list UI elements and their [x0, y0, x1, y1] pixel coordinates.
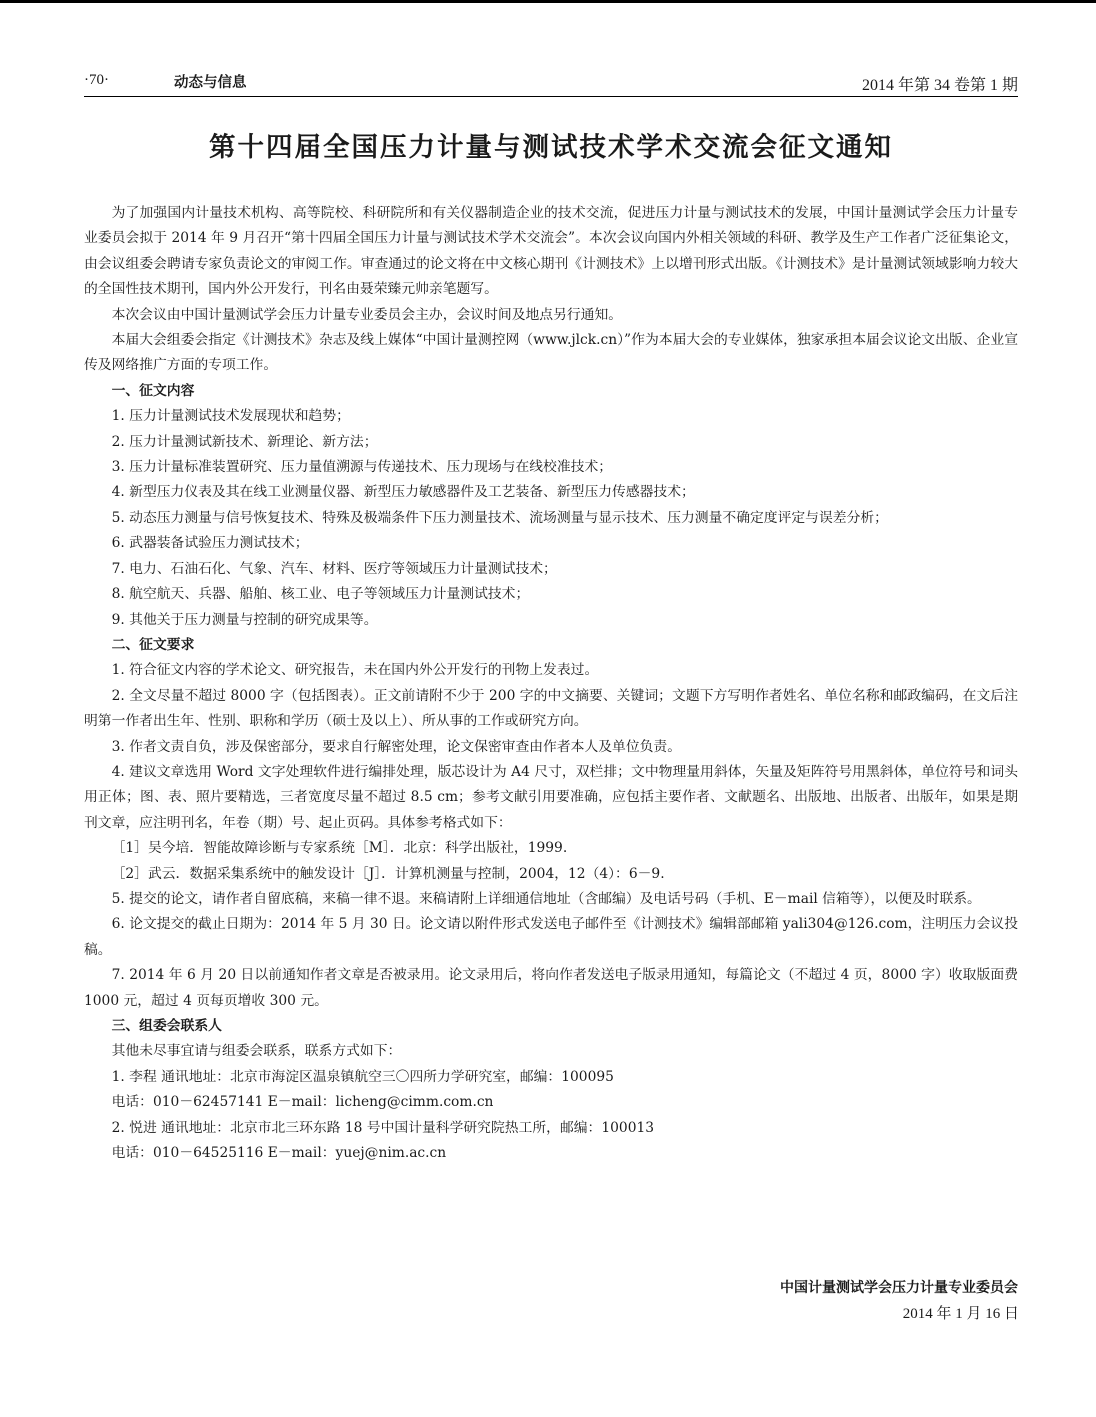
list-item: 4. 新型压力仪表及其在线工业测量仪器、新型压力敏感器件及工艺装备、新型压力传感器技术；	[111, 484, 695, 501]
intro-paragraph: 本次会议由中国计量测试学会压力计量专业委员会主办，会议时间及地点另行通知。	[111, 306, 623, 323]
reference-example: ［1］吴今培．智能故障诊断与专家系统［M］．北京：科学出版社，1999.	[111, 840, 568, 857]
list-item: 6. 武器装备试验压力测试技术；	[111, 535, 309, 552]
list-item: 7. 2014 年 6 月 20 日以前通知作者文章是否被录用。论文录用后，将向作者发送电子版录用通知，每篇论文（不超过 4 页，8000 字）收取版面费 1000 元，超过 4 页每页增收 300 元。	[84, 967, 1018, 1009]
section-heading-contacts: 三、组委会联系人	[111, 1018, 222, 1034]
header-rule	[84, 96, 1018, 97]
list-item: 4. 建议文章选用 Word 文字处理软件进行编排处理，版芯设计为 A4 尺寸，双栏排；文中物理量用斜体，矢量及矩阵符号用黑斜体，单位符号和词头用正体；图、表、照片要精选，三者宽度尽量不超过 8.5 cm；参考文献引用要准确，应包括主要作者、文献题名、出版地、出版者、出版年，如果是期刊文章，应注明刊名，年卷（期）号、起止页码。具体参考格式如下：	[84, 763, 1018, 831]
list-item: 7. 电力、石油石化、气象、汽车、材料、医疗等领域压力计量测试技术；	[111, 560, 557, 577]
article-body	[84, 201, 1018, 1166]
reference-example: ［2］武云．数据采集系统中的触发设计［J］．计算机测量与控制，2004，12（4）：6－9.	[111, 865, 665, 882]
list-item: 1. 符合征文内容的学术论文、研究报告，未在国内外公开发行的刊物上发表过。	[111, 662, 599, 679]
list-item: 1. 压力计量测试技术发展现状和趋势；	[111, 408, 350, 425]
list-item: 5. 动态压力测量与信号恢复技术、特殊及极端条件下压力测量技术、流场测量与显示技术、压力测量不确定度评定与误差分析；	[111, 509, 888, 526]
issue-info: 2014 年第 34 卷第 1 期	[861, 77, 1018, 94]
list-item: 3. 作者文责自负，涉及保密部分，要求自行解密处理，论文保密审查由作者本人及单位负责。	[111, 738, 682, 755]
list-item: 3. 压力计量标准装置研究、压力量值溯源与传递技术、压力现场与在线校准技术；	[111, 459, 613, 476]
article-title: 第十四届全国压力计量与测试技术学术交流会征文通知	[209, 132, 893, 163]
section-heading-requirements: 二、征文要求	[111, 636, 195, 653]
section-heading-content: 一、征文内容	[111, 382, 195, 399]
list-item: 2. 压力计量测试新技术、新理论、新方法；	[111, 433, 378, 450]
top-border-rule	[0, 0, 1096, 3]
contact-phone-email: 电话：010－62457141 E－mail：licheng@cimm.com.cn	[111, 1094, 494, 1111]
page-number: ·70·	[84, 72, 109, 88]
list-item: 2. 全文尽量不超过 8000 字（包括图表）。正文前请附不少于 200 字的中文摘要、关键词；文题下方写明作者姓名、单位名称和邮政编码，在文后注明第一作者出生年、性别、职称和学历（硕士及以上）、所从事的工作或研究方向。	[84, 687, 1018, 730]
intro-paragraph: 本届大会组委会指定《计测技术》杂志及线上媒体“中国计量测控网（www.jlck.cn）”作为本届大会的专业媒体，独家承担本届会议论文出版、企业宣传及网络推广方面的专项工作。	[84, 332, 1018, 374]
contact-address: 2. 悦进 通讯地址：北京市北三环东路 18 号中国计量科学研究院热工所，邮编：100013	[111, 1119, 655, 1136]
list-item: 8. 航空航天、兵器、船舶、核工业、电子等领域压力计量测试技术；	[111, 586, 530, 603]
running-header	[84, 70, 1018, 94]
contact-address: 1. 李程 通讯地址：北京市海淀区温泉镇航空三〇四所力学研究室，邮编：100095	[111, 1068, 614, 1085]
intro-paragraph: 为了加强国内计量技术机构、高等院校、科研院所和有关仪器制造企业的技术交流，促进压力计量与测试技术的发展，中国计量测试学会压力计量专业委员会拟于 2014 年 9 月召开“第十四届全国压力计量与测试技术学术交流会”。本次会议向国内外相关领域的科研、教学及生产工作者广泛征集论文，由会议组委会聘请专家负责论文的审阅工作。审查通过的论文将在中文核心期刊《计测技术》上以增刊形式出版。《计测技术》是计量测试领域影响力较大的全国性技术期刊，国内外公开发行，刊名由聂荣臻元帅亲笔题写。	[84, 205, 1018, 298]
contact-intro: 其他未尽事宜请与组委会联系，联系方式如下：	[111, 1043, 402, 1060]
signature-date: 2014 年 1 月 16 日	[902, 1306, 1019, 1322]
list-item: 9. 其他关于压力测量与控制的研究成果等。	[111, 611, 378, 628]
contact-phone-email: 电话：010－64525116 E－mail：yuej@nim.ac.cn	[111, 1145, 447, 1162]
list-item: 5. 提交的论文，请作者自留底稿，来稿一律不退。来稿请附上详细通信地址（含邮编）及电话号码（手机、E－mail 信箱等），以便及时联系。	[111, 890, 981, 907]
list-item: 6. 论文提交的截止日期为：2014 年 5 月 30 日。论文请以附件形式发送电子邮件至《计测技术》编辑部邮箱 yali304@126.com，注明压力会议投稿。	[84, 916, 1018, 958]
signature-organization: 中国计量测试学会压力计量专业委员会	[780, 1280, 1018, 1296]
section-name: 动态与信息	[174, 75, 247, 91]
